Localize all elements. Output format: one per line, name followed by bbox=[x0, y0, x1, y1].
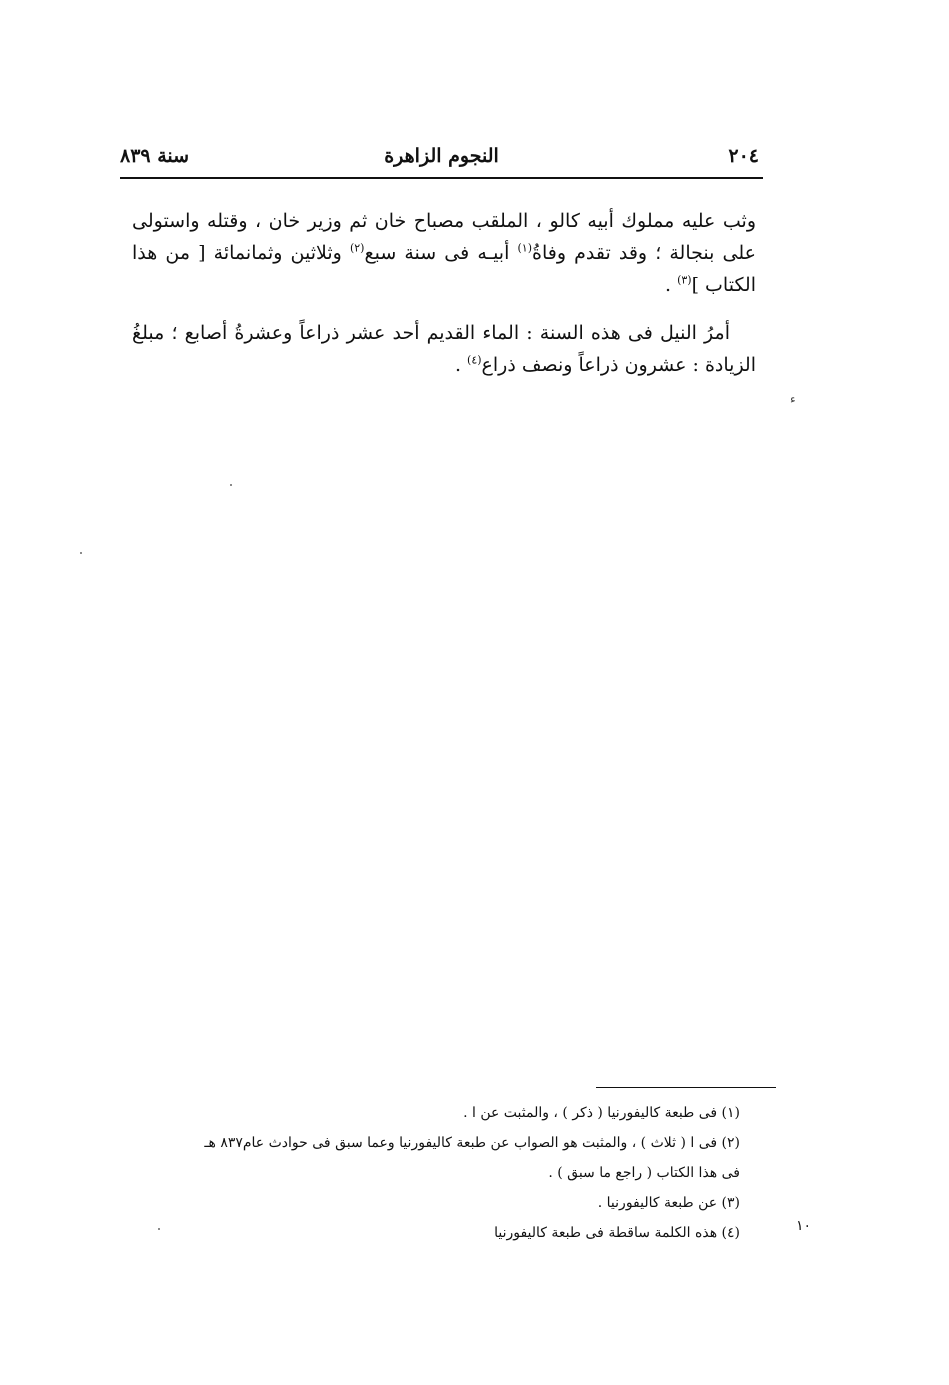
year-label: سنة ٨٣٩ bbox=[120, 145, 190, 167]
scan-speck bbox=[80, 552, 82, 554]
footnote-ref-1: (١) bbox=[517, 241, 533, 255]
paragraph-1-text-d: . bbox=[664, 274, 678, 296]
footnote-2: (٢) فى ا ( ثلاث ) ، والمثبت هو الصواب عن طبعة كاليفورنيا وعما سبق فى حوادث عام٨٣٧ هـ bbox=[204, 1135, 740, 1151]
footnote-1: (١) فى طبعة كاليفورنيا ( ذكر ) ، والمثبت عن ا . bbox=[463, 1105, 740, 1121]
paragraph-2-text-a: أمرُ النيل فى هذه السنة : الماء القديم أحد عشر ذراعاً وعشرةُ أصابع ؛ مبلغُ الزيادة : عشرون ذراعاً ونصف ذراع bbox=[132, 322, 756, 376]
paragraph-2 bbox=[132, 317, 756, 381]
margin-mark: ء bbox=[790, 392, 796, 406]
footnote-3: (٣) عن طبعة كاليفورنيا . bbox=[597, 1195, 740, 1211]
paragraph-2-text-b: . bbox=[454, 354, 468, 376]
line-number: ١٠ bbox=[796, 1218, 812, 1234]
main-text bbox=[132, 205, 756, 381]
paragraph-1-text-c: وثلاثين وثمانمائة [ من هذا الكتاب ] bbox=[132, 242, 756, 296]
footnote-2-continued: فى هذا الكتاب ( راجع ما سبق ) . bbox=[548, 1165, 740, 1181]
scan-speck bbox=[158, 1228, 160, 1230]
paragraph-1-text-b: أبيـه فى سنة سبع bbox=[364, 242, 518, 264]
page-header bbox=[120, 143, 763, 179]
footnote-ref-4: (٤) bbox=[467, 353, 482, 367]
footnote-ref-2: (٢) bbox=[349, 241, 365, 255]
running-title: النجوم الزاهرة bbox=[384, 145, 499, 167]
footnote-divider bbox=[596, 1087, 776, 1088]
footnote-4: (٤) هذه الكلمة ساقطة فى طبعة كاليفورنيا bbox=[494, 1225, 740, 1241]
paragraph-1 bbox=[132, 205, 756, 301]
footnote-ref-3: (٣) bbox=[677, 273, 692, 287]
scan-speck bbox=[230, 484, 232, 486]
paragraph-1-text-a: وثب عليه مملوك أبيه كالو ، الملقب مصباح خان ثم وزير خان ، وقتله واستولى على بنجالة ؛ وقد تقدم وفاةُ bbox=[132, 210, 756, 264]
page-number: ٢٠٤ bbox=[728, 145, 759, 167]
footnotes bbox=[140, 1098, 740, 1248]
